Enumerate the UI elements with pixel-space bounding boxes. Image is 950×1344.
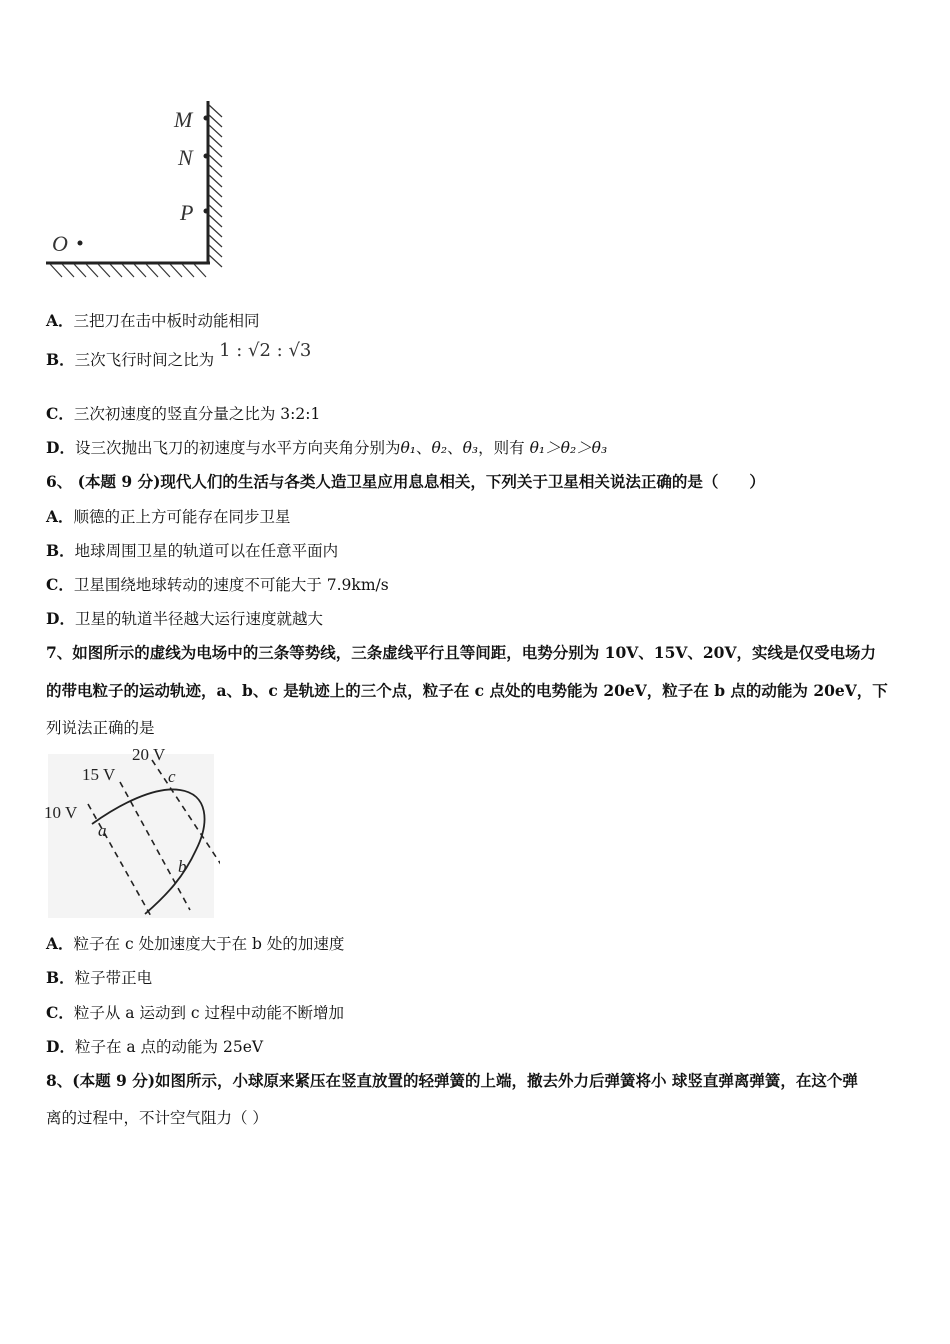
q7-option-d-text: 粒子在 a 点的动能为 25eV <box>74 1038 264 1056</box>
q7-option-a-text: 粒子在 c 处加速度大于在 b 处的加速度 <box>73 935 345 953</box>
point-o <box>78 241 83 246</box>
figure-wall-diagram <box>40 95 240 285</box>
point-p <box>204 209 209 214</box>
q5-option-a-label: A． <box>46 311 74 330</box>
q5-option-d-mid: ，则有 <box>478 439 525 457</box>
q7-option-b <box>46 968 152 988</box>
q5-option-c-label: C． <box>46 404 74 423</box>
q5-option-b-ratio: 1 : √2 : √3 <box>219 340 312 361</box>
q5-option-a <box>46 311 260 331</box>
q7-stem-line3: 列说法正确的是 <box>46 719 155 737</box>
point-m <box>204 116 209 121</box>
q6-option-a <box>46 507 291 527</box>
q7-option-c-text: 粒子从 a 运动到 c 过程中动能不断增加 <box>73 1004 344 1022</box>
label-m: M <box>174 107 193 132</box>
point-n <box>204 154 209 159</box>
q7-option-b-text: 粒子带正电 <box>74 969 153 987</box>
q7-option-c <box>46 1003 344 1023</box>
q7-stem-line2: 的带电粒子的运动轨迹，a、b、c 是轨迹上的三个点，粒子在 c 点处的电势能为 20eV，粒子在 b 点的动能为 20eV，下 <box>46 681 888 700</box>
q7-option-c-label: C． <box>46 1003 74 1022</box>
q5-option-c-text: 三次初速度的竖直分量之比为 3:2:1 <box>73 405 321 423</box>
q7-stem-line1: 7、如图所示的虚线为电场中的三条等势线，三条虚线平行且等间距，电势分别为 10V、15V、20V，实线是仅受电场力 <box>46 643 876 662</box>
q6-option-d-label: D． <box>46 609 75 628</box>
q7-option-a <box>46 934 344 954</box>
q5-option-c <box>46 404 320 424</box>
q5-relation: θ₁＞θ₂＞θ₃ <box>529 439 608 457</box>
q6-option-b-text: 地球周围卫星的轨道可以在任意平面内 <box>74 542 339 560</box>
q5-option-b-text: 三次飞行时间之比为 <box>74 351 215 369</box>
label-a: a <box>98 821 107 840</box>
figure-equipotential <box>40 742 220 922</box>
q5-option-d-text: 设三次抛出飞刀的初速度与水平方向夹角分别为 <box>74 439 401 457</box>
q5-option-d-label: D． <box>46 438 75 457</box>
q6-option-b-label: B． <box>46 541 75 560</box>
q5-theta1: θ₁ <box>400 439 417 457</box>
label-b: b <box>178 857 187 876</box>
q6-option-a-text: 顺德的正上方可能存在同步卫星 <box>73 508 291 526</box>
q6-option-c <box>46 575 389 595</box>
q5-theta3: θ₃ <box>462 439 479 457</box>
q5-option-b-label: B． <box>46 350 75 369</box>
q7-option-d <box>46 1037 263 1057</box>
q5-option-a-text: 三把刀在击中板时动能相同 <box>73 312 260 330</box>
q7-option-d-label: D． <box>46 1037 75 1056</box>
q8-stem-line2: 离的过程中，不计空气阻力（ ） <box>46 1109 268 1127</box>
label-20v: 20 V <box>132 745 166 764</box>
q6-option-d-text: 卫星的轨道半径越大运行速度就越大 <box>74 610 323 628</box>
q7-option-a-label: A． <box>46 934 74 953</box>
q6-option-b <box>46 541 338 561</box>
q6-option-c-text: 卫星围绕地球转动的速度不可能大于 7.9km/s <box>73 576 389 594</box>
q6-stem: 6、 (本题 9 分)现代人们的生活与各类人造卫星应用息息相关，下列关于卫星相关说法正确的是（ ） <box>46 472 765 491</box>
q5-option-d: D．设三次抛出飞刀的初速度与水平方向夹角分别为θ₁、θ₂、θ₃，则有 θ₁＞θ₂＞θ₃ <box>46 438 608 457</box>
q6-option-d <box>46 609 323 629</box>
label-10v: 10 V <box>44 803 78 822</box>
q5-theta2: θ₂ <box>431 439 448 457</box>
q6-option-c-label: C． <box>46 575 74 594</box>
label-n: N <box>178 145 193 170</box>
label-o: O <box>52 231 68 256</box>
q5-option-b <box>46 340 312 370</box>
q8-stem-line1: 8、(本题 9 分)如图所示，小球原来紧压在竖直放置的轻弹簧的上端，撤去外力后弹簧将小 球竖直弹离弹簧，在这个弹 <box>46 1071 858 1090</box>
q6-option-a-label: A． <box>46 507 74 526</box>
label-c: c <box>168 767 176 786</box>
label-p: P <box>180 200 194 225</box>
label-15v: 15 V <box>82 765 116 784</box>
q7-option-b-label: B． <box>46 968 75 987</box>
